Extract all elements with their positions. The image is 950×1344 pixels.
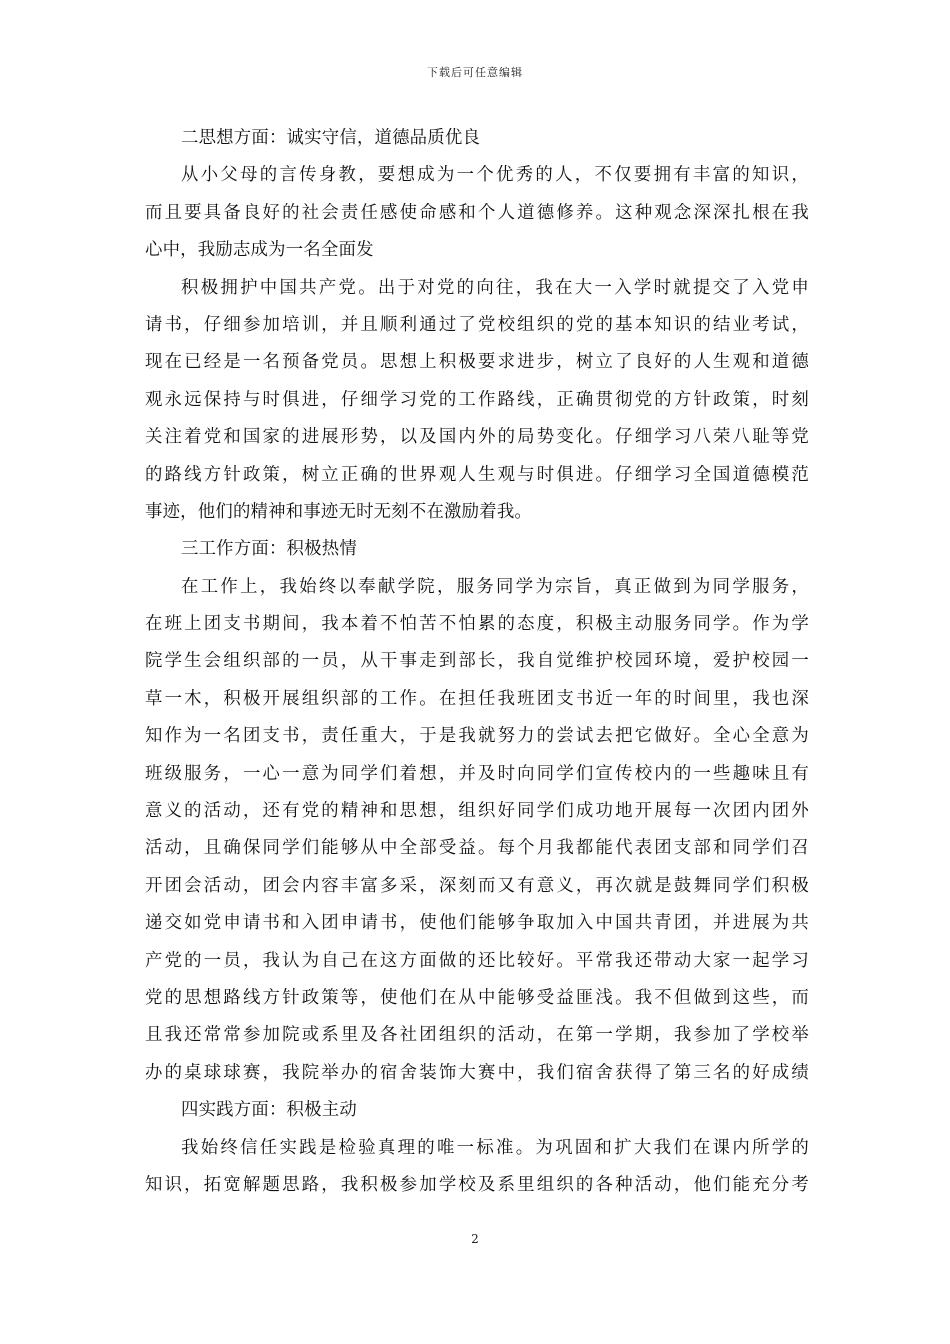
text-line-18: 班级服务，一心一意为同学们着想，并及时向同学们宣传校内的一些趣味且有 — [145, 763, 809, 784]
text-line-27: 四实践方面：积极主动 — [181, 1100, 357, 1121]
text-line-26: 办的桌球球赛，我院举办的宿舍装饰大赛中，我们宿舍获得了第三名的好成绩 — [145, 1062, 809, 1083]
text-line-14: 在班上团支书期间，我本着不怕苦不怕累的态度，积极主动服务同学。作为学 — [145, 614, 809, 635]
text-line-2: 从小父母的言传身教，要想成为一个优秀的人，不仅要拥有丰富的知识， — [181, 165, 809, 186]
text-line-10: 的路线方针政策，树立正确的世界观人生观与时俱进。仔细学习全国道德模范 — [145, 464, 809, 485]
document-body — [145, 120, 809, 1204]
text-line-13: 在工作上，我始终以奉献学院，服务同学为宗旨，真正做到为同学服务， — [181, 576, 809, 597]
text-line-5: 积极拥护中国共产党。出于对党的向往，我在大一入学时就提交了入党申 — [181, 277, 809, 298]
text-line-23: 产党的一员，我认为自己在这方面做的还比较好。平常我还带动大家一起学习 — [145, 950, 809, 971]
text-line-20: 活动，且确保同学们能够从中全部受益。每个月我都能代表团支部和同学们召 — [145, 838, 809, 859]
page-number: 2 — [471, 1232, 479, 1246]
text-line-25: 且我还常常参加院或系里及各社团组织的活动，在第一学期，我参加了学校举 — [145, 1025, 809, 1046]
text-line-17: 知作为一名团支书，责任重大，于是我就努力的尝试去把它做好。全心全意为 — [145, 726, 809, 747]
text-line-28: 我始终信任实践是检验真理的唯一标准。为巩固和扩大我们在课内所学的 — [181, 1137, 809, 1158]
text-line-3: 而且要具备良好的社会责任感使命感和个人道德修养。这种观念深深扎根在我 — [145, 202, 809, 223]
text-line-21: 开团会活动，团会内容丰富多采，深刻而又有意义，再次就是鼓舞同学们积极 — [145, 875, 809, 896]
text-line-12: 三工作方面：积极热情 — [181, 539, 357, 560]
text-line-4: 心中，我励志成为一名全面发 — [145, 240, 374, 261]
text-line-29: 知识，拓宽解题思路，我积极参加学校及系里组织的各种活动，他们能充分考 — [145, 1174, 809, 1195]
text-line-16: 草一木，积极开展组织部的工作。在担任我班团支书近一年的时间里，我也深 — [145, 688, 809, 709]
text-line-22: 递交如党申请书和入团申请书，使他们能够争取加入中国共青团，并进展为共 — [145, 913, 809, 934]
text-line-19: 意义的活动，还有党的精神和思想，组织好同学们成功地开展每一次团内团外 — [145, 801, 809, 822]
text-line-24: 党的思想路线方针政策等，使他们在从中能够受益匪浅。我不但做到这些，而 — [145, 987, 809, 1008]
text-line-8: 观永远保持与时俱进，仔细学习党的工作路线，正确贯彻党的方针政策，时刻 — [145, 389, 809, 410]
page-header: 下载后可任意编辑 — [427, 66, 523, 79]
text-line-9: 关注着党和国家的进展形势，以及国内外的局势变化。仔细学习八荣八耻等党 — [145, 427, 809, 448]
text-line-11: 事迹，他们的精神和事迹无时无刻不在激励着我。 — [145, 501, 532, 522]
text-line-1: 二思想方面：诚实守信，道德品质优良 — [181, 128, 481, 148]
text-line-15: 院学生会组织部的一员，从干事走到部长，我自觉维护校园环境，爱护校园一 — [145, 651, 809, 672]
text-line-6: 请书，仔细参加培训，并且顺利通过了党校组织的党的基本知识的结业考试， — [145, 314, 809, 335]
text-line-7: 现在已经是一名预备党员。思想上积极要求进步，树立了良好的人生观和道德 — [145, 352, 809, 373]
